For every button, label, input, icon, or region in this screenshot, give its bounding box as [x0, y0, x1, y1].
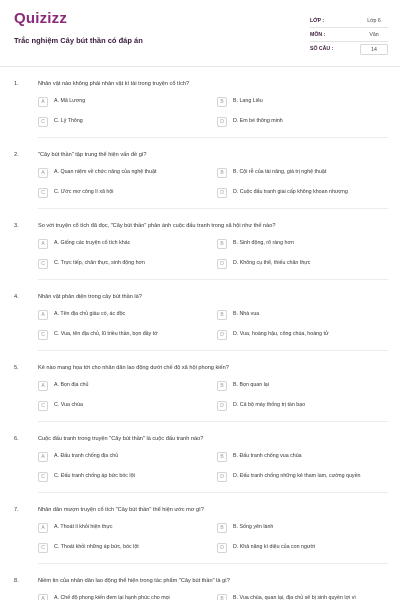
- meta-value: 14: [360, 44, 388, 55]
- answer-option-d[interactable]: [217, 470, 388, 484]
- option-text: B. Sống yên lành: [233, 524, 274, 531]
- answer-options: [38, 166, 388, 200]
- meta-row: [310, 28, 388, 42]
- meta-panel: [310, 14, 388, 56]
- answer-option-c[interactable]: [38, 115, 209, 129]
- answer-option-d[interactable]: [217, 257, 388, 271]
- question-number: 4.: [14, 294, 19, 300]
- question-header: [14, 209, 388, 229]
- answer-options: [38, 237, 388, 271]
- option-letter-box: C: [38, 117, 48, 127]
- meta-label: SỐ CÂU :: [310, 46, 334, 52]
- answer-option-a[interactable]: [38, 95, 209, 109]
- meta-label: MÔN :: [310, 31, 326, 38]
- option-text: A. Tên địa chủ giàu có, ác độc: [54, 311, 126, 318]
- answer-option-d[interactable]: [217, 115, 388, 129]
- answer-option-a[interactable]: [38, 166, 209, 180]
- option-text: D. Khả năng kì diệu của con người: [233, 544, 316, 551]
- option-letter-box: A: [38, 523, 48, 533]
- question-number: 3.: [14, 223, 19, 229]
- option-text: B. Vua chúa, quan lại, địa chủ sẽ bị sinh quyền lợi vì: [233, 595, 356, 600]
- question-item: [14, 351, 388, 422]
- option-letter-box: D: [217, 259, 227, 269]
- answer-option-c[interactable]: [38, 328, 209, 342]
- option-text: B. Cội rễ của tài năng, giá trị nghệ thuật: [233, 169, 327, 176]
- answer-option-d[interactable]: [217, 399, 388, 413]
- option-text: D. Không cụ thể, thiếu chân thực: [233, 260, 311, 267]
- option-text: C. Trực tiếp, chân thực, sinh động hơn: [54, 260, 145, 267]
- answer-option-b[interactable]: [217, 592, 388, 600]
- option-text: A. Quan niệm về chức năng của nghệ thuật: [54, 169, 157, 176]
- option-text: A. Mã Lương: [54, 98, 86, 105]
- option-letter-box: B: [217, 452, 227, 462]
- option-letter-box: D: [217, 188, 227, 198]
- question-header: [14, 351, 388, 371]
- answer-option-a[interactable]: [38, 308, 209, 322]
- question-number: 1.: [14, 81, 19, 87]
- option-text: A. Bọn địa chủ: [54, 382, 89, 389]
- option-letter-box: D: [217, 472, 227, 482]
- answer-option-b[interactable]: [217, 95, 388, 109]
- answer-option-a[interactable]: [38, 379, 209, 393]
- meta-value: Văn: [369, 31, 379, 38]
- option-text: C. Vua, tên địa chủ, lũ triều thần, bọn đầy tớ: [54, 331, 158, 338]
- option-letter-box: B: [217, 310, 227, 320]
- answer-option-a[interactable]: [38, 521, 209, 535]
- question-item: [14, 138, 388, 209]
- answer-options: [38, 95, 388, 129]
- question-header: [14, 422, 388, 442]
- option-text: B. Đấu tranh chống vua chúa: [233, 453, 302, 460]
- option-letter-box: B: [217, 381, 227, 391]
- answer-options: [38, 450, 388, 484]
- option-letter-box: D: [217, 330, 227, 340]
- option-text: C. Thoát khỏi những áp bức, bóc lột: [54, 544, 139, 551]
- answer-option-b[interactable]: [217, 379, 388, 393]
- option-letter-box: C: [38, 543, 48, 553]
- answer-option-c[interactable]: [38, 399, 209, 413]
- option-text: C. Ước mơ công lí xã hội: [54, 189, 114, 196]
- option-letter-box: C: [38, 401, 48, 411]
- answer-options: [38, 592, 388, 600]
- meta-row: [310, 42, 388, 56]
- option-text: B. Nhà vua: [233, 311, 260, 318]
- question-number: 8.: [14, 578, 19, 584]
- option-text: D. Cuộc đấu tranh giai cấp không khoan nhượng: [233, 189, 348, 196]
- question-item: [14, 280, 388, 351]
- option-text: D. Vua, hoàng hậu, công chúa, hoàng tử: [233, 331, 329, 338]
- question-header: [14, 138, 388, 158]
- worksheet-header: [0, 0, 400, 66]
- question-text: "Cây bút thần" tập trung thể hiện vấn đề gì?: [38, 152, 147, 158]
- option-letter-box: B: [217, 239, 227, 249]
- option-text: B. Sinh động, rõ ràng hơn: [233, 240, 294, 247]
- option-letter-box: B: [217, 168, 227, 178]
- option-text: C. Vua chúa: [54, 402, 83, 409]
- answer-option-d[interactable]: [217, 186, 388, 200]
- answer-options: [38, 308, 388, 342]
- option-letter-box: C: [38, 472, 48, 482]
- answer-option-a[interactable]: [38, 450, 209, 464]
- answer-options: [38, 379, 388, 413]
- option-text: A. Đấu tranh chống địa chủ: [54, 453, 119, 460]
- option-letter-box: A: [38, 168, 48, 178]
- answer-option-a[interactable]: [38, 592, 209, 600]
- option-text: B. Lang Liêu: [233, 98, 263, 105]
- option-text: D. Cả bộ máy thống trị tàn bạo: [233, 402, 306, 409]
- option-text: C. Đấu tranh chống áp bức bóc lột: [54, 473, 135, 480]
- quizizz-logo[interactable]: Quizizz: [14, 10, 68, 27]
- option-letter-box: C: [38, 259, 48, 269]
- question-number: 7.: [14, 507, 19, 513]
- question-text: Nhân vật phản diện trong cây bút thần là?: [38, 294, 142, 300]
- option-text: D. Em bé thông minh: [233, 118, 283, 125]
- question-item: [14, 493, 388, 564]
- question-item: [14, 422, 388, 493]
- option-letter-box: A: [38, 310, 48, 320]
- option-letter-box: C: [38, 330, 48, 340]
- question-number: 5.: [14, 365, 19, 371]
- option-text: C. Lý Thông: [54, 118, 83, 125]
- option-letter-box: D: [217, 401, 227, 411]
- question-number: 2.: [14, 152, 19, 158]
- question-item: [14, 564, 388, 600]
- question-text: Nhân vật nào không phải nhân vật kì tài trong truyện cổ tích?: [38, 81, 190, 87]
- question-item: [14, 209, 388, 280]
- option-letter-box: B: [217, 523, 227, 533]
- option-letter-box: A: [38, 381, 48, 391]
- question-list: [0, 67, 400, 600]
- question-header: [14, 280, 388, 300]
- answer-option-c[interactable]: [38, 257, 209, 271]
- option-letter-box: A: [38, 452, 48, 462]
- answer-option-d[interactable]: [217, 541, 388, 555]
- answer-option-b[interactable]: [217, 308, 388, 322]
- option-text: B. Bọn quan lại: [233, 382, 269, 389]
- option-letter-box: D: [217, 117, 227, 127]
- option-letter-box: A: [38, 239, 48, 249]
- meta-label: LỚP :: [310, 17, 325, 24]
- answer-option-c[interactable]: [38, 541, 209, 555]
- question-text: Niềm tin của nhân dân lao động thể hiện trong tác phẩm "Cây bút thần" là gì?: [38, 578, 230, 584]
- question-text: Cuộc đấu tranh trong truyện "Cây bút thần" là cuộc đấu tranh nào?: [38, 436, 204, 442]
- answer-option-b[interactable]: [217, 450, 388, 464]
- question-item: [14, 67, 388, 138]
- question-header: [14, 493, 388, 513]
- answer-option-c[interactable]: [38, 186, 209, 200]
- question-header: [14, 67, 388, 87]
- option-letter-box: D: [217, 543, 227, 553]
- page-title: Trắc nghiệm Cây bút thần có đáp án: [14, 36, 143, 45]
- meta-row: [310, 14, 388, 28]
- answer-options: [38, 521, 388, 555]
- answer-option-c[interactable]: [38, 470, 209, 484]
- question-text: Nhân dân mượn truyện cổ tích "Cây bút thần" thể hiện ước mơ gì?: [38, 507, 204, 513]
- option-letter-box: A: [38, 594, 48, 600]
- answer-option-d[interactable]: [217, 328, 388, 342]
- question-text: So với truyện cổ tích đã đọc, "Cây bút thần" phản ánh cuộc đấu tranh trong xã hội như thế nào?: [38, 223, 276, 229]
- option-letter-box: B: [217, 594, 227, 600]
- answer-option-b[interactable]: [217, 237, 388, 251]
- option-text: A. Thoát li khỏi hiện thực: [54, 524, 113, 531]
- answer-option-b[interactable]: [217, 166, 388, 180]
- question-number: 6.: [14, 436, 19, 442]
- option-text: D. Đấu tranh chống những kẻ tham lam, cường quyền: [233, 473, 361, 480]
- option-text: A. Giống các truyện cổ tích khác: [54, 240, 131, 247]
- option-letter-box: B: [217, 97, 227, 107]
- option-text: A. Chế độ phong kiến đem lại hạnh phúc cho mọi: [54, 595, 170, 600]
- option-letter-box: A: [38, 97, 48, 107]
- option-letter-box: C: [38, 188, 48, 198]
- question-header: [14, 564, 388, 584]
- answer-option-a[interactable]: [38, 237, 209, 251]
- meta-value: Lớp 6: [367, 17, 381, 24]
- question-text: Kẻ nào mang họa tới cho nhân dân lao động dưới chế độ xã hội phong kiến?: [38, 365, 229, 371]
- answer-option-b[interactable]: [217, 521, 388, 535]
